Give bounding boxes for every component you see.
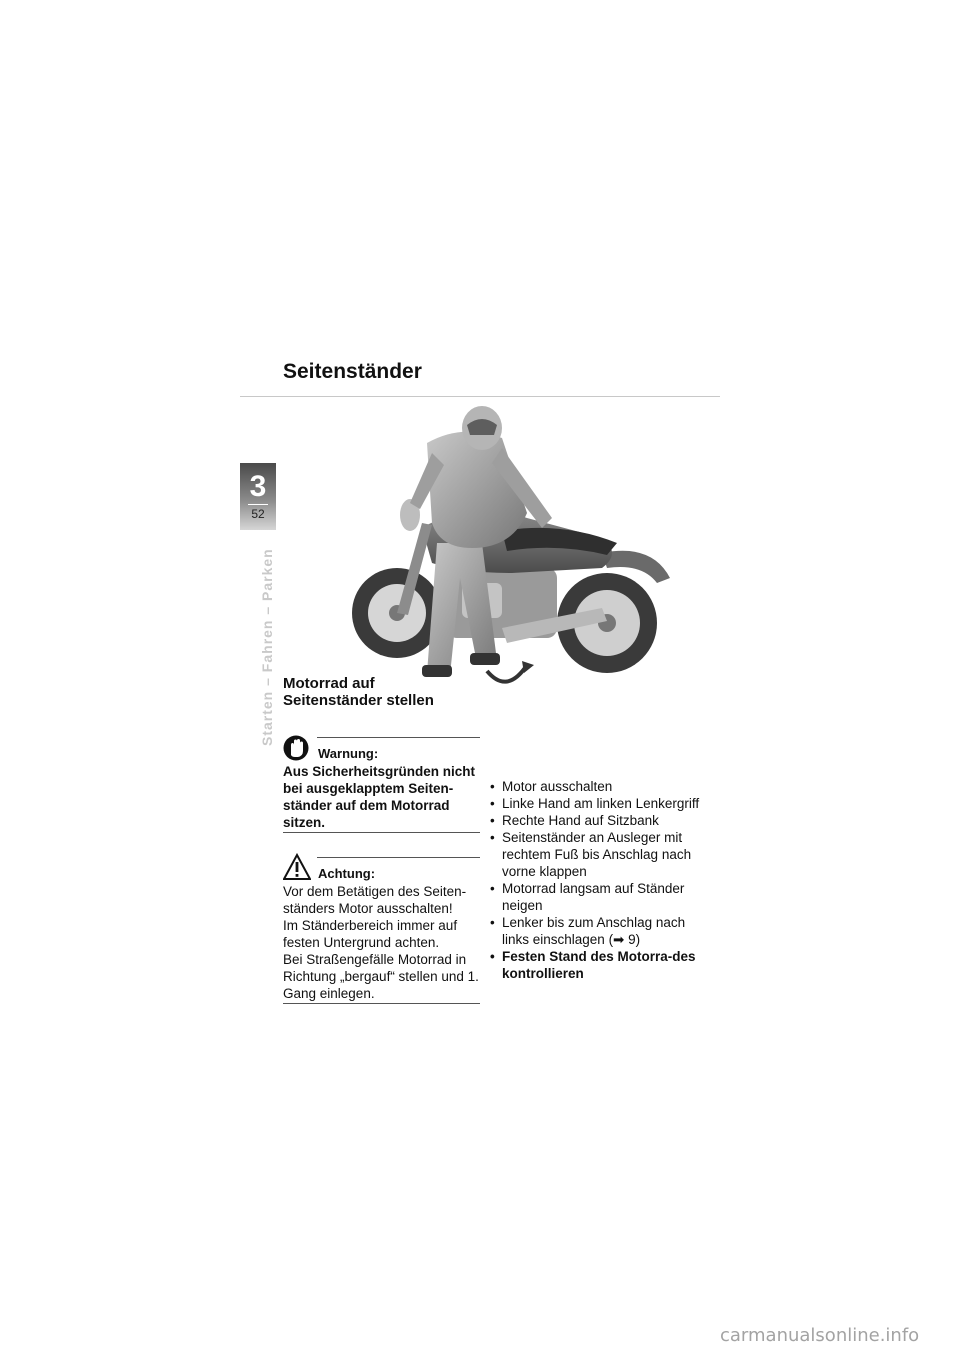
caution-text-line2: Im Ständerbereich immer auf festen Untergrund achten.	[283, 918, 458, 950]
caution-box	[283, 853, 480, 1004]
list-item: • Motor ausschalten	[490, 778, 705, 795]
stop-hand-icon	[283, 733, 309, 763]
warning-text: Aus Sicherheitsgründen nicht bei ausgeklapptem Seiten-ständer auf dem Motorrad sitzen.	[283, 764, 476, 830]
section-heading-line1: Motorrad auf	[283, 675, 375, 692]
list-item: • Lenker bis zum Anschlag nach links einschlagen (➡ 9)	[490, 914, 705, 948]
watermark: carmanualsonline.info	[720, 1325, 920, 1346]
chapter-divider	[248, 504, 268, 505]
warning-header	[283, 733, 480, 761]
page-title: Seitenständer	[283, 360, 422, 383]
list-item: • Festen Stand des Motorra-des kontrollieren	[490, 948, 705, 982]
caution-text-line3: Bei Straßengefälle Motorrad in Richtung „bergauf“ stellen und 1. Gang einlegen.	[283, 952, 479, 1001]
section-heading-line2: Seitenständer stellen	[283, 692, 434, 709]
section-heading	[283, 675, 473, 709]
list-item: • Seitenständer an Ausleger mit rechtem Fuß bis Anschlag nach vorne klappen	[490, 829, 705, 880]
chapter-number: 3	[249, 470, 267, 503]
caution-top-rule	[317, 857, 480, 858]
warning-triangle-icon	[283, 853, 311, 881]
chapter-side-label: Starten – Fahren – Parken	[259, 548, 275, 746]
caution-text	[283, 883, 480, 1002]
title-divider	[240, 396, 720, 397]
caution-header	[283, 853, 480, 881]
list-item: • Linke Hand am linken Lenkergriff	[490, 795, 705, 812]
warning-top-rule	[317, 737, 480, 738]
warning-label: Warnung:	[318, 746, 379, 761]
list-item: • Rechte Hand auf Sitzbank	[490, 812, 705, 829]
caution-label: Achtung:	[318, 866, 376, 881]
motorcycle-rider-illustration	[352, 403, 672, 703]
steps-list	[490, 778, 705, 982]
list-item: • Motorrad langsam auf Ständer neigen	[490, 880, 705, 914]
chapter-tab	[240, 463, 276, 530]
caution-text-line1: Vor dem Betätigen des Seiten-ständers Motor ausschalten!	[283, 884, 467, 916]
page-number: 52	[251, 507, 265, 521]
warning-box	[283, 733, 480, 833]
